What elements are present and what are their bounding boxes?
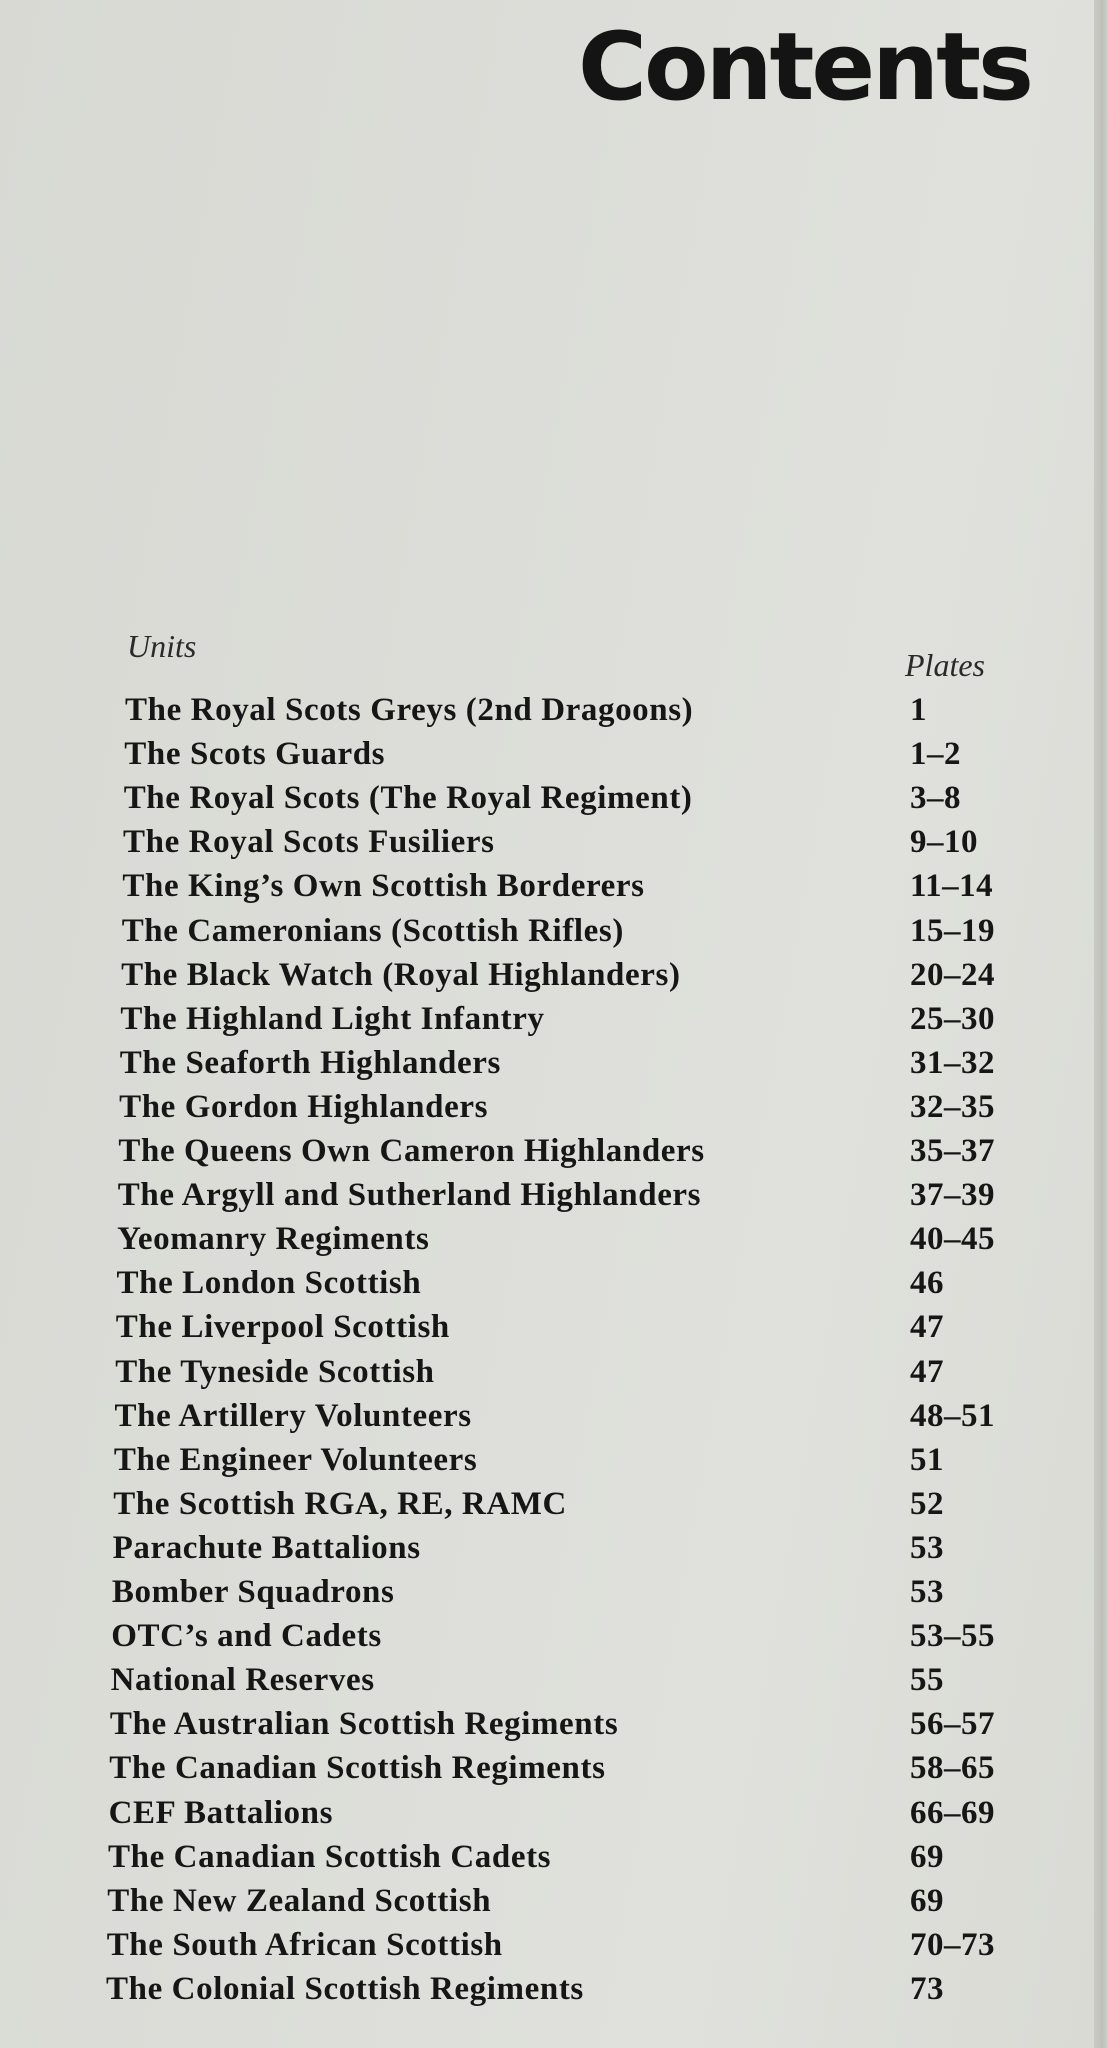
contents-row: [0, 1442, 1060, 1486]
units-column-header: Units: [127, 628, 197, 664]
plate-numbers: 69: [910, 1838, 944, 1875]
contents-row: [0, 1221, 1060, 1265]
contents-row: [0, 1574, 1060, 1618]
plate-numbers: 20–24: [910, 956, 995, 993]
plate-numbers: 37–39: [910, 1177, 995, 1214]
contents-row: [0, 1883, 1060, 1927]
unit-name: The Royal Scots Fusiliers: [123, 824, 495, 861]
unit-name: The Royal Scots Greys (2nd Dragoons): [125, 692, 694, 728]
plate-numbers: 1: [910, 692, 927, 728]
contents-row: [0, 1089, 1060, 1133]
plate-numbers: 48–51: [910, 1397, 995, 1434]
contents-row: [0, 1662, 1060, 1706]
unit-name: The King’s Own Scottish Borderers: [122, 868, 645, 905]
unit-name: Parachute Battalions: [112, 1529, 421, 1566]
plate-numbers: 58–65: [910, 1750, 995, 1787]
unit-name: Bomber Squadrons: [111, 1574, 395, 1610]
unit-name: Yeomanry Regiments: [117, 1221, 430, 1258]
plate-numbers: 35–37: [910, 1133, 995, 1169]
unit-name: The Black Watch (Royal Highlanders): [121, 956, 681, 993]
unit-name: The Colonial Scottish Regiments: [106, 1970, 584, 2007]
contents-row: [0, 780, 1060, 824]
contents-row: [0, 1971, 1060, 2015]
plate-numbers: 56–57: [910, 1706, 995, 1743]
page-title: Contents: [578, 13, 1031, 122]
contents-row: [0, 736, 1060, 780]
unit-name: The London Scottish: [116, 1265, 422, 1302]
unit-name: The Royal Scots (The Royal Regiment): [123, 780, 693, 817]
plate-numbers: 47: [910, 1309, 944, 1346]
plate-numbers: 32–35: [910, 1088, 995, 1125]
plate-numbers: 66–69: [910, 1794, 995, 1831]
contents-row: [0, 868, 1060, 912]
unit-name: OTC’s and Cadets: [111, 1618, 382, 1655]
contents-row: [0, 1265, 1060, 1309]
contents-row: [0, 1839, 1060, 1883]
plate-numbers: 70–73: [910, 1926, 995, 1963]
plate-numbers: 52: [910, 1485, 944, 1522]
contents-row: [0, 692, 1060, 736]
contents-row: [0, 957, 1060, 1001]
plate-numbers: 3–8: [910, 780, 961, 817]
unit-name: The Argyll and Sutherland Highlanders: [117, 1177, 702, 1214]
unit-name: The Scottish RGA, RE, RAMC: [113, 1485, 567, 1522]
contents-row: [0, 1001, 1060, 1045]
plate-numbers: 15–19: [910, 912, 995, 949]
unit-name: The Seaforth Highlanders: [119, 1044, 501, 1081]
unit-name: The Australian Scottish Regiments: [109, 1706, 619, 1743]
unit-name: The Engineer Volunteers: [113, 1441, 478, 1478]
unit-name: The Liverpool Scottish: [115, 1309, 450, 1346]
plate-numbers: 55: [910, 1662, 944, 1699]
contents-row: [0, 1177, 1060, 1221]
contents-row: [0, 1618, 1060, 1662]
plate-numbers: 53: [910, 1574, 944, 1610]
unit-name: The Canadian Scottish Regiments: [109, 1750, 606, 1787]
unit-name: National Reserves: [110, 1662, 375, 1699]
contents-row: [0, 913, 1060, 957]
unit-name: The Scots Guards: [124, 736, 386, 773]
unit-name: The Queens Own Cameron Highlanders: [118, 1133, 705, 1169]
contents-row: [0, 1309, 1060, 1353]
unit-name: The Cameronians (Scottish Rifles): [121, 912, 624, 949]
unit-name: The New Zealand Scottish: [107, 1882, 492, 1919]
contents-row: [0, 1530, 1060, 1574]
plate-numbers: 47: [910, 1353, 944, 1390]
unit-name: CEF Battalions: [108, 1794, 334, 1831]
plate-numbers: 51: [910, 1441, 944, 1478]
plate-numbers: 69: [910, 1882, 944, 1919]
plate-numbers: 1–2: [910, 736, 961, 773]
plate-numbers: 53–55: [910, 1618, 995, 1655]
plate-numbers: 53: [910, 1529, 944, 1566]
contents-row: [0, 1486, 1060, 1530]
plate-numbers: 25–30: [910, 1000, 995, 1037]
unit-name: The Tyneside Scottish: [115, 1353, 435, 1390]
contents-row: [0, 1398, 1060, 1442]
plate-numbers: 46: [910, 1265, 944, 1302]
contents-row: [0, 1045, 1060, 1089]
plate-numbers: 40–45: [910, 1221, 995, 1258]
contents-row: [0, 824, 1060, 868]
plate-numbers: 73: [910, 1970, 944, 2007]
contents-row: [0, 1795, 1060, 1839]
contents-row: [0, 1750, 1060, 1794]
unit-name: The Canadian Scottish Cadets: [108, 1838, 552, 1875]
plate-numbers: 9–10: [910, 824, 978, 861]
plate-numbers: 11–14: [910, 868, 994, 905]
unit-name: The Gordon Highlanders: [119, 1088, 489, 1125]
plate-numbers: 31–32: [910, 1044, 995, 1081]
contents-row: [0, 1706, 1060, 1750]
contents-row: [0, 1133, 1060, 1177]
contents-row: [0, 1354, 1060, 1398]
unit-name: The South African Scottish: [106, 1926, 503, 1963]
unit-name: The Artillery Volunteers: [114, 1397, 472, 1434]
plates-column-header: Plates: [905, 647, 985, 683]
contents-row: [0, 1927, 1060, 1971]
unit-name: The Highland Light Infantry: [120, 1000, 545, 1037]
